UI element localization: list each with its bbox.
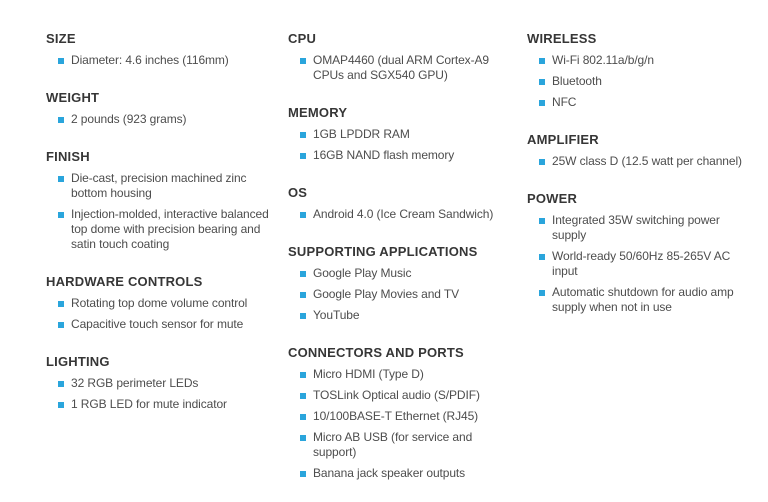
bullet-square-icon xyxy=(539,58,545,64)
spec-column-3 xyxy=(527,31,768,502)
spec-section-title: SUPPORTING APPLICATIONS xyxy=(288,244,478,259)
spec-item xyxy=(527,154,768,169)
spec-section xyxy=(288,345,527,481)
spec-column-2 xyxy=(288,31,527,502)
spec-item xyxy=(288,207,527,222)
spec-item-text: 1GB LPDDR RAM xyxy=(313,127,410,141)
spec-section-title: WIRELESS xyxy=(527,31,597,46)
spec-item-text: Banana jack speaker outputs xyxy=(313,466,466,480)
bullet-square-icon xyxy=(300,58,306,64)
spec-item-text: Google Play Movies and TV xyxy=(313,287,460,301)
spec-item-text: 32 RGB perimeter LEDs xyxy=(71,376,199,390)
spec-section-title: SIZE xyxy=(46,31,76,46)
bullet-square-icon xyxy=(58,322,64,328)
spec-item xyxy=(527,95,768,110)
spec-item-text: Rotating top dome volume control xyxy=(71,296,248,310)
bullet-square-icon xyxy=(300,313,306,319)
spec-section-title: HARDWARE CONTROLS xyxy=(46,274,203,289)
spec-section xyxy=(527,191,768,315)
spec-item-text: OMAP4460 (dual ARM Cortex-A9 CPUs and SGX540 GPU) xyxy=(313,53,489,82)
spec-item-text: YouTube xyxy=(313,308,360,322)
bullet-square-icon xyxy=(300,372,306,378)
bullet-square-icon xyxy=(300,414,306,420)
spec-item xyxy=(288,367,527,382)
spec-item-text: Capacitive touch sensor for mute xyxy=(71,317,244,331)
spec-item xyxy=(527,213,768,243)
spec-item xyxy=(527,249,768,279)
spec-item-text: Bluetooth xyxy=(552,74,602,88)
bullet-square-icon xyxy=(58,402,64,408)
spec-item xyxy=(288,127,527,142)
spec-section xyxy=(527,31,768,110)
spec-item xyxy=(288,388,527,403)
spec-item-text: Injection-molded, interactive balanced top dome with precision bearing and satin touch coating xyxy=(71,207,269,251)
spec-item xyxy=(46,207,288,252)
spec-section xyxy=(46,274,288,332)
bullet-square-icon xyxy=(300,153,306,159)
bullet-square-icon xyxy=(300,393,306,399)
spec-section-title: CONNECTORS AND PORTS xyxy=(288,345,464,360)
spec-section-title: MEMORY xyxy=(288,105,348,120)
bullet-square-icon xyxy=(300,471,306,477)
spec-item xyxy=(288,308,527,323)
bullet-square-icon xyxy=(58,58,64,64)
spec-section-title: WEIGHT xyxy=(46,90,100,105)
spec-item-text: Automatic shutdown for audio amp supply when not in use xyxy=(552,285,734,314)
bullet-square-icon xyxy=(539,218,545,224)
spec-item xyxy=(46,171,288,201)
spec-item-text: Google Play Music xyxy=(313,266,412,280)
bullet-square-icon xyxy=(539,79,545,85)
spec-section-title: CPU xyxy=(288,31,317,46)
spec-section xyxy=(288,185,527,222)
bullet-square-icon xyxy=(58,301,64,307)
spec-item xyxy=(46,397,288,412)
spec-item xyxy=(46,317,288,332)
bullet-square-icon xyxy=(58,176,64,182)
spec-item-text: Wi-Fi 802.11a/b/g/n xyxy=(552,53,654,67)
spec-item-text: World-ready 50/60Hz 85-265V AC input xyxy=(552,249,731,278)
spec-item-text: 1 RGB LED for mute indicator xyxy=(71,397,227,411)
spec-section xyxy=(46,31,288,68)
bullet-square-icon xyxy=(58,117,64,123)
spec-item xyxy=(46,296,288,311)
spec-section xyxy=(288,31,527,83)
spec-section xyxy=(46,90,288,127)
spec-section xyxy=(46,354,288,412)
spec-item xyxy=(527,285,768,315)
spec-section xyxy=(288,244,527,323)
spec-item-text: Android 4.0 (Ice Cream Sandwich) xyxy=(313,207,494,221)
spec-item xyxy=(288,53,527,83)
bullet-square-icon xyxy=(539,290,545,296)
bullet-square-icon xyxy=(300,212,306,218)
spec-item xyxy=(46,376,288,391)
spec-item xyxy=(527,74,768,89)
spec-item xyxy=(527,53,768,68)
bullet-square-icon xyxy=(539,254,545,260)
spec-item-text: Micro HDMI (Type D) xyxy=(313,367,424,381)
spec-item-text: Micro AB USB (for service and support) xyxy=(313,430,473,459)
spec-item-text: 2 pounds (923 grams) xyxy=(71,112,187,126)
spec-section xyxy=(46,149,288,252)
bullet-square-icon xyxy=(300,132,306,138)
spec-item-text: NFC xyxy=(552,95,577,109)
bullet-square-icon xyxy=(300,271,306,277)
spec-item xyxy=(288,466,527,481)
bullet-square-icon xyxy=(58,381,64,387)
spec-section xyxy=(527,132,768,169)
spec-item xyxy=(46,53,288,68)
spec-item xyxy=(288,266,527,281)
bullet-square-icon xyxy=(539,100,545,106)
spec-item xyxy=(288,409,527,424)
bullet-square-icon xyxy=(539,159,545,165)
spec-section-title: LIGHTING xyxy=(46,354,110,369)
spec-item xyxy=(288,148,527,163)
spec-item-text: 16GB NAND flash memory xyxy=(313,148,455,162)
spec-item-text: 25W class D (12.5 watt per channel) xyxy=(552,154,742,168)
spec-section xyxy=(288,105,527,163)
spec-item-text: Integrated 35W switching power supply xyxy=(552,213,720,242)
spec-item-text: Diameter: 4.6 inches (116mm) xyxy=(71,53,229,67)
bullet-square-icon xyxy=(58,212,64,218)
spec-item xyxy=(288,287,527,302)
spec-item-text: 10/100BASE-T Ethernet (RJ45) xyxy=(313,409,479,423)
spec-section-title: AMPLIFIER xyxy=(527,132,599,147)
spec-section-title: FINISH xyxy=(46,149,90,164)
spec-item-text: TOSLink Optical audio (S/PDIF) xyxy=(313,388,480,402)
spec-item-text: Die-cast, precision machined zinc bottom housing xyxy=(71,171,247,200)
spec-item xyxy=(46,112,288,127)
spec-section-title: OS xyxy=(288,185,308,200)
spec-item xyxy=(288,430,527,460)
bullet-square-icon xyxy=(300,292,306,298)
spec-column-1 xyxy=(46,31,288,502)
bullet-square-icon xyxy=(300,435,306,441)
spec-section-title: POWER xyxy=(527,191,578,206)
